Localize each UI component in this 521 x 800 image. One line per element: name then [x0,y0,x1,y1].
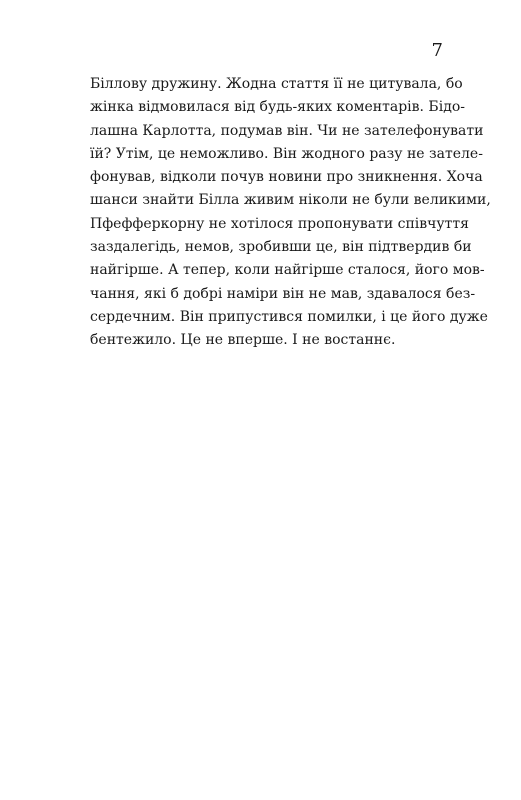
text-line: найгірше. А тепер, коли найгірше сталося, його мов- [90,262,485,279]
text-line: жінка відмовилася від будь-яких коментарів. Бідо- [90,99,465,116]
text-line: їй? Утім, це неможливо. Він жодного разу не зателе- [90,145,483,162]
text-line: чання, які б добрі наміри він не мав, здавалося без- [90,285,476,302]
text-line: фонував, відколи почув новини про зникнення. Хоча [90,169,483,186]
page-number: 7 [431,40,443,61]
text-line: Біллову дружину. Жодна стаття її не цитувала, бо [90,76,463,92]
body-paragraph [90,73,491,353]
text-line: Пфефферкорну не хотілося пропонувати співчуття [90,215,469,232]
text-line-last: бентежило. Це не вперше. І не востаннє. [90,332,396,349]
text-line: лашна Карлотта, подумав він. Чи не зателефонувати [90,122,484,139]
text-line: заздалегідь, немов, зробивши це, він підтвердив би [90,239,472,256]
text-line: шанси знайти Білла живим ніколи не були великими, [90,192,491,209]
text-line: сердечним. Він припустився помилки, і це його дуже [90,308,488,325]
